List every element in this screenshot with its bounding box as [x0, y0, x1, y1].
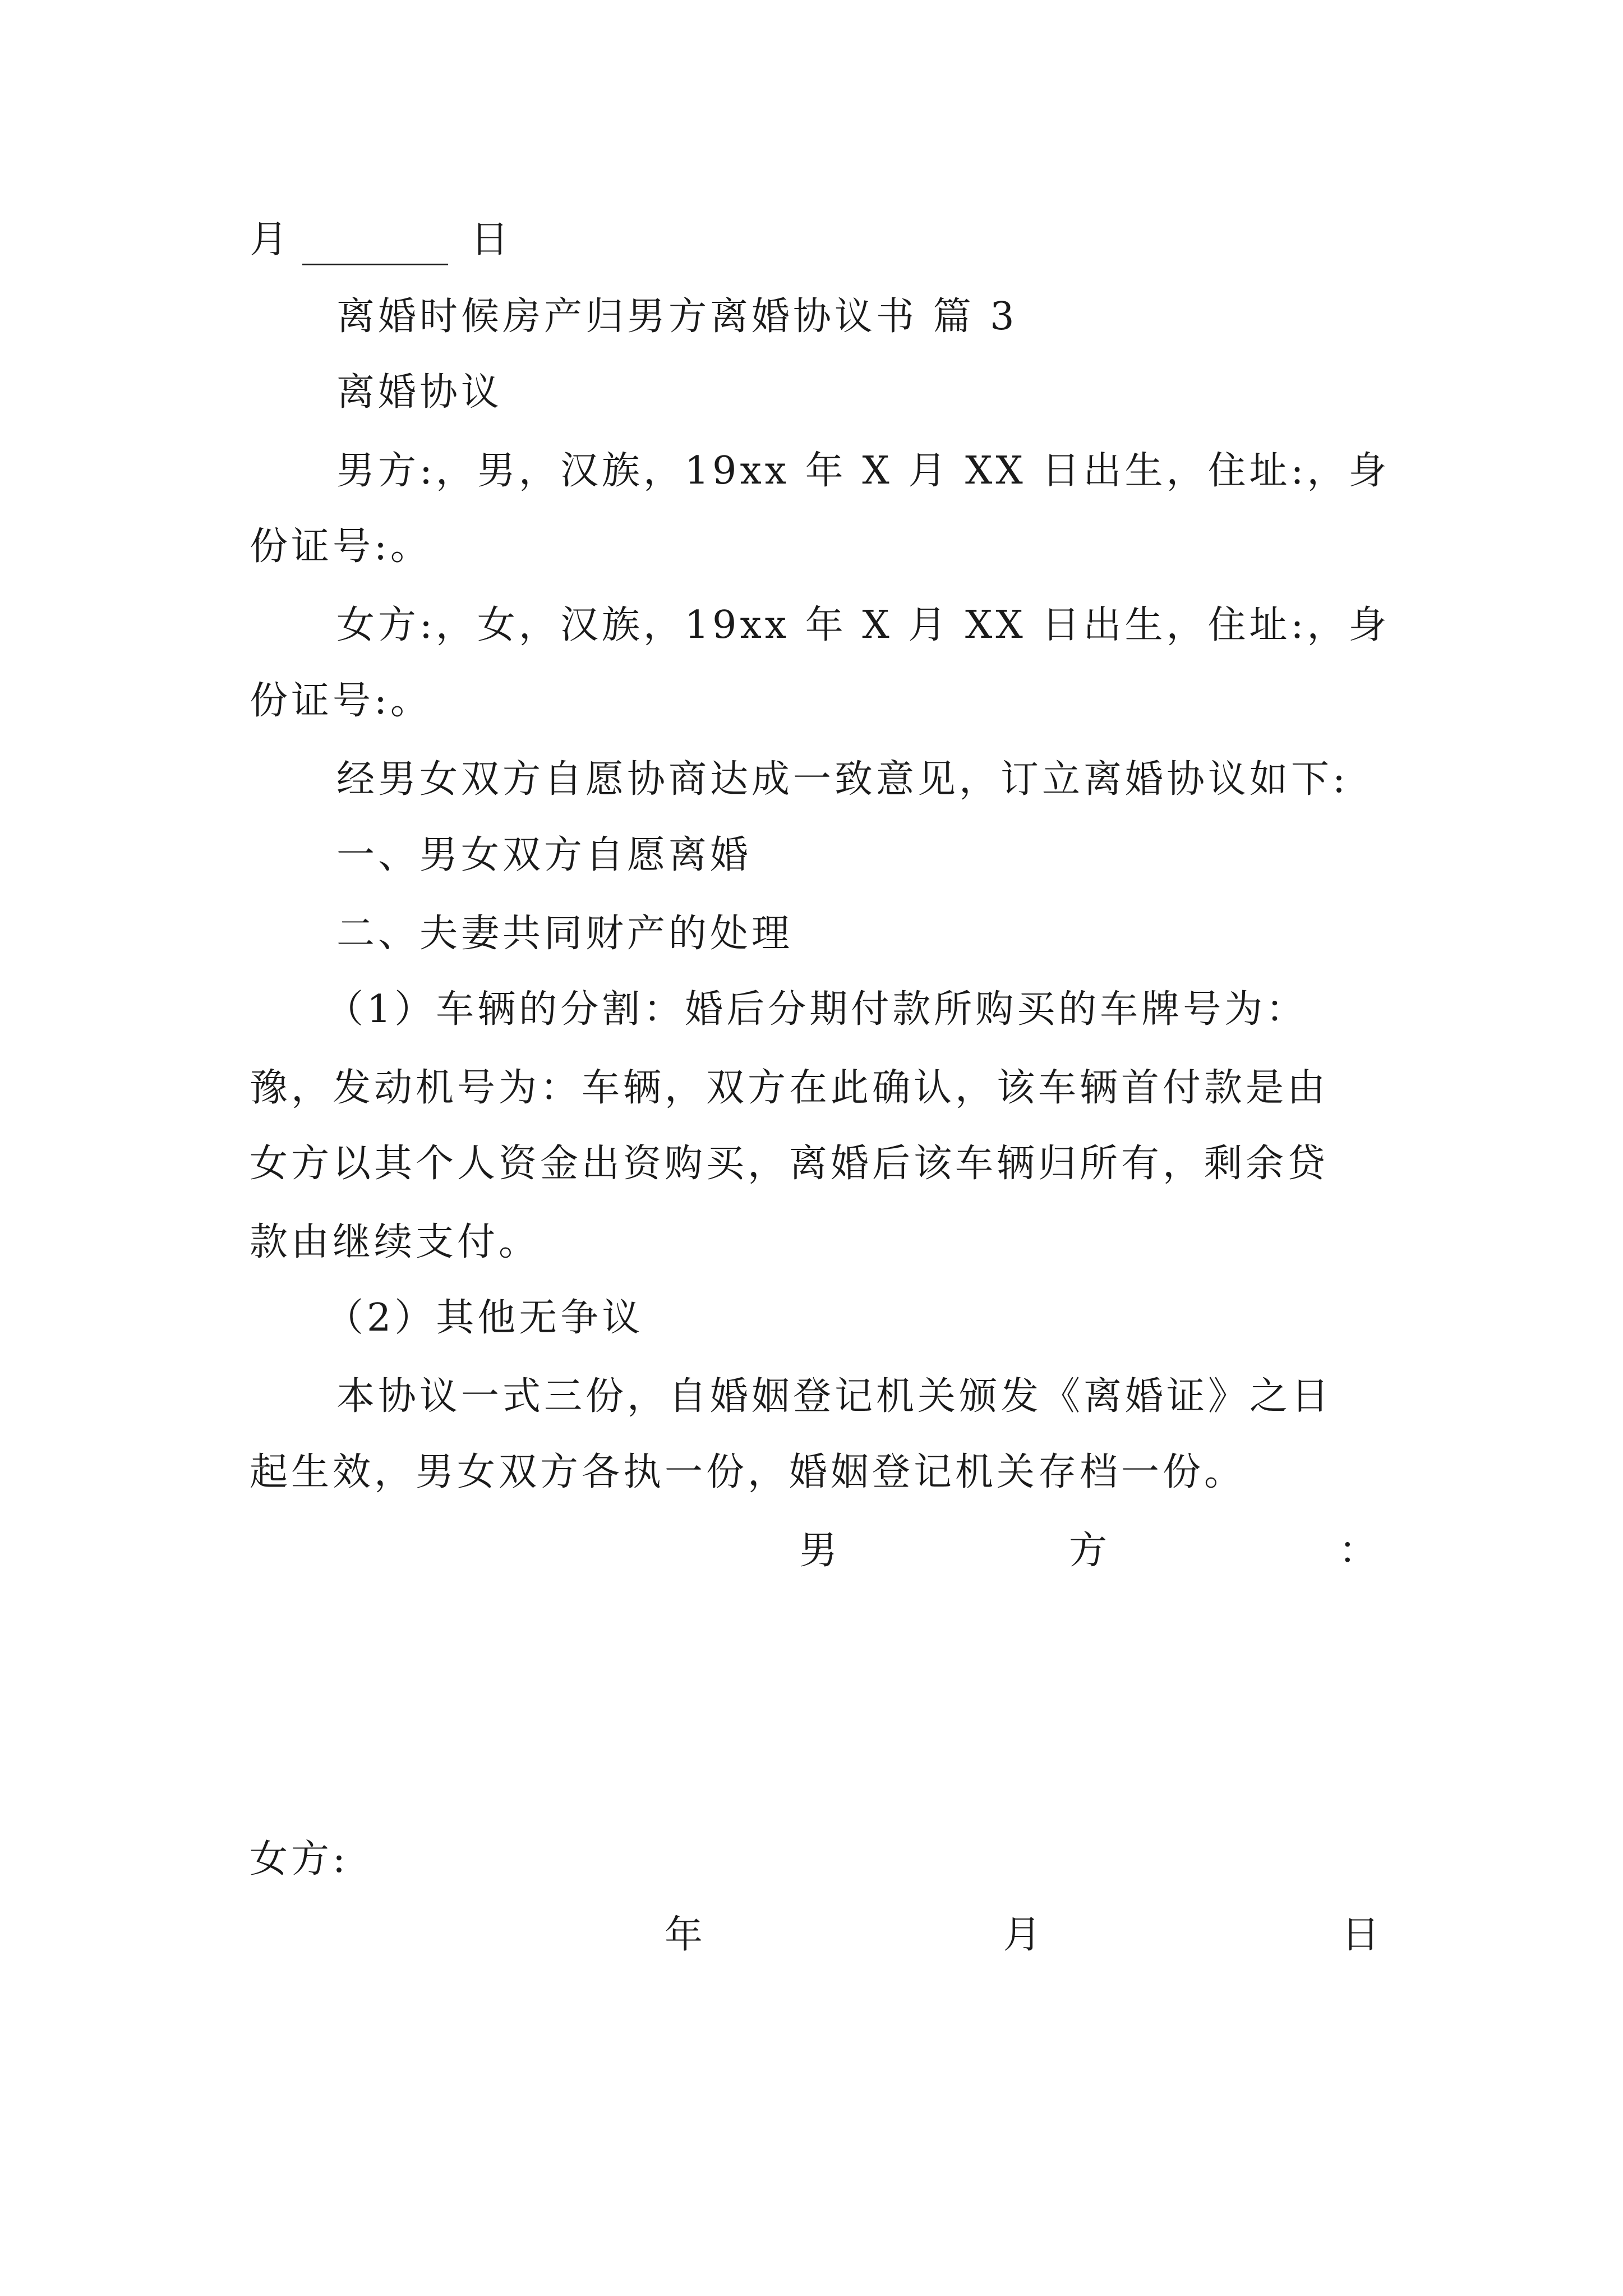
vehicle-clause-line-1: （1）车辆的分割：婚后分期付款所购买的车牌号为： — [325, 987, 1308, 1032]
intro-paragraph: 经男女双方自愿协商达成一致意见，订立离婚协议如下: — [336, 757, 1349, 802]
female-party-line-1: 女方:，女，汉族，19xx 年 X 月 XX 日出生，住址:，身 — [336, 603, 1390, 647]
section-heading: 离婚时候房产归男方离婚协议书 篇 3 — [336, 295, 1018, 339]
bottom-date-year: 年 — [665, 1913, 703, 1957]
vehicle-clause-line-3: 女方以其个人资金出资购买，离婚后该车辆归所有，剩余贷 — [250, 1142, 1329, 1186]
bottom-date-line — [665, 1910, 1380, 1961]
male-party-line-1: 男方:，男，汉族，19xx 年 X 月 XX 日出生，住址:，身 — [336, 449, 1390, 493]
vehicle-clause-line-2: 豫，发动机号为：车辆，双方在此确认，该车辆首付款是由 — [250, 1066, 1329, 1110]
clause-2: 二、夫妻共同财产的处理 — [336, 912, 794, 956]
bottom-date-month: 月 — [1003, 1913, 1041, 1957]
top-date-line — [250, 215, 512, 265]
bottom-date-day: 日 — [1341, 1913, 1380, 1957]
male-signature-char-2: 方 — [1068, 1529, 1107, 1573]
male-signature-char-1: 男 — [799, 1529, 838, 1573]
male-signature-line — [799, 1526, 1377, 1576]
top-date-month: 月 — [250, 218, 292, 262]
male-signature-colon: ： — [1338, 1529, 1377, 1573]
closing-line-2: 起生效，男女双方各执一份，婚姻登记机关存档一份。 — [250, 1450, 1246, 1494]
vehicle-clause-line-4: 款由继续支付。 — [250, 1220, 541, 1264]
document-title: 离婚协议 — [336, 370, 503, 415]
top-date-day: 日 — [471, 218, 513, 262]
top-date-blank — [302, 229, 448, 265]
female-signature-line: 女方: — [250, 1837, 349, 1881]
closing-line-1: 本协议一式三份，自婚姻登记机关颁发《离婚证》之日 — [336, 1374, 1333, 1419]
other-clause: （2）其他无争议 — [325, 1296, 644, 1340]
female-party-line-2: 份证号:。 — [250, 679, 432, 723]
clause-1: 一、男女双方自愿离婚 — [336, 833, 752, 877]
male-party-line-2: 份证号:。 — [250, 524, 432, 569]
